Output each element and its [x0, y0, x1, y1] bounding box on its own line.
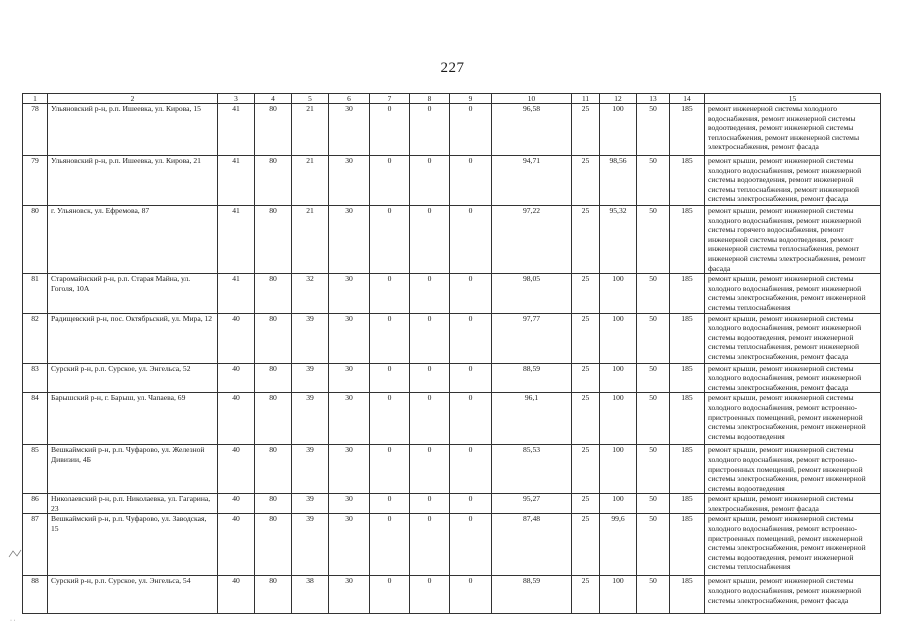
value-cell-col14: 185 [670, 274, 705, 313]
address-cell: Вешкаймский р-н, р.п. Чуфарово, ул. Заводская, 15 [48, 514, 218, 576]
value-cell-col13: 50 [637, 206, 670, 274]
value-cell-col6: 30 [329, 514, 370, 576]
value-cell-col11: 25 [572, 393, 600, 445]
value-cell-col13: 50 [637, 494, 670, 514]
value-cell-col4: 80 [255, 393, 292, 445]
value-cell-col10: 85,53 [492, 445, 572, 494]
value-cell-col4: 80 [255, 494, 292, 514]
value-cell-col11: 25 [572, 156, 600, 206]
column-header: 14 [670, 94, 705, 104]
column-header: 8 [410, 94, 450, 104]
value-cell-col12: 98,56 [600, 156, 637, 206]
value-cell-col13: 50 [637, 445, 670, 494]
row-number-cell: 82 [23, 313, 48, 363]
work-list-cell: ремонт крыши, ремонт инженерной системы холодного водоснабжения, ремонт инженерной системы водоотведения, ремонт инженерной системы теплоснабжения, ремонт инженерной системы электроснабжения, ремонт фасада [705, 313, 881, 363]
value-cell-col9: 0 [450, 104, 492, 156]
row-number-cell: 80 [23, 206, 48, 274]
value-cell-col13: 50 [637, 156, 670, 206]
value-cell-col5: 39 [292, 445, 329, 494]
value-cell-col7: 0 [370, 445, 410, 494]
address-cell: Ульяновский р-н, р.п. Ишеевка, ул. Кирова, 15 [48, 104, 218, 156]
value-cell-col10: 96,58 [492, 104, 572, 156]
value-cell-col10: 88,59 [492, 363, 572, 393]
column-header: 5 [292, 94, 329, 104]
value-cell-col5: 39 [292, 363, 329, 393]
table-row [23, 494, 881, 514]
column-header: 13 [637, 94, 670, 104]
value-cell-col4: 80 [255, 514, 292, 576]
value-cell-col5: 21 [292, 206, 329, 274]
table-body [23, 104, 881, 614]
column-header: 9 [450, 94, 492, 104]
column-header: 15 [705, 94, 881, 104]
value-cell-col6: 30 [329, 363, 370, 393]
value-cell-col9: 0 [450, 156, 492, 206]
value-cell-col10: 97,22 [492, 206, 572, 274]
value-cell-col4: 80 [255, 104, 292, 156]
value-cell-col10: 87,48 [492, 514, 572, 576]
value-cell-col8: 0 [410, 393, 450, 445]
value-cell-col9: 0 [450, 363, 492, 393]
value-cell-col13: 50 [637, 274, 670, 313]
table-row [23, 576, 881, 614]
row-number-cell: 86 [23, 494, 48, 514]
value-cell-col9: 0 [450, 274, 492, 313]
value-cell-col10: 94,71 [492, 156, 572, 206]
address-cell: Сурский р-н, р.п. Сурское, ул. Энгельса, 52 [48, 363, 218, 393]
value-cell-col9: 0 [450, 206, 492, 274]
value-cell-col4: 80 [255, 363, 292, 393]
value-cell-col3: 40 [218, 576, 255, 614]
work-list-cell: ремонт крыши, ремонт инженерной системы холодного водоснабжения, ремонт инженерной системы горячего водоснабжения, ремонт инженерной системы водоотведения, ремонт инженерной системы теплоснабжения, ремонт инженерной системы электроснабжения, ремонт фасада [705, 206, 881, 274]
value-cell-col14: 185 [670, 576, 705, 614]
value-cell-col8: 0 [410, 313, 450, 363]
scan-artifact-icon [8, 548, 22, 560]
value-cell-col10: 88,59 [492, 576, 572, 614]
value-cell-col14: 185 [670, 104, 705, 156]
value-cell-col12: 100 [600, 494, 637, 514]
document-table-container [22, 93, 880, 614]
value-cell-col10: 95,27 [492, 494, 572, 514]
value-cell-col6: 30 [329, 494, 370, 514]
value-cell-col4: 80 [255, 206, 292, 274]
value-cell-col10: 97,77 [492, 313, 572, 363]
value-cell-col8: 0 [410, 104, 450, 156]
value-cell-col12: 95,32 [600, 206, 637, 274]
row-number-cell: 81 [23, 274, 48, 313]
table-row [23, 313, 881, 363]
work-list-cell: ремонт крыши, ремонт инженерной системы электроснабжения, ремонт фасада [705, 494, 881, 514]
value-cell-col14: 185 [670, 514, 705, 576]
table-row [23, 104, 881, 156]
value-cell-col3: 40 [218, 393, 255, 445]
value-cell-col13: 50 [637, 313, 670, 363]
column-header: 7 [370, 94, 410, 104]
work-list-cell: ремонт крыши, ремонт инженерной системы холодного водоснабжения, ремонт инженерной системы водоотведения, ремонт инженерной системы теплоснабжения, ремонт инженерной системы электроснабжения, ремонт фасада [705, 156, 881, 206]
table-row [23, 514, 881, 576]
address-cell: Барышский р-н, г. Барыш, ул. Чапаева, 69 [48, 393, 218, 445]
table-row [23, 393, 881, 445]
program-table [22, 93, 881, 614]
row-number-cell: 78 [23, 104, 48, 156]
value-cell-col8: 0 [410, 445, 450, 494]
value-cell-col13: 50 [637, 104, 670, 156]
value-cell-col6: 30 [329, 156, 370, 206]
table-row [23, 274, 881, 313]
value-cell-col12: 100 [600, 104, 637, 156]
value-cell-col5: 39 [292, 494, 329, 514]
value-cell-col11: 25 [572, 313, 600, 363]
column-header: 12 [600, 94, 637, 104]
table-row [23, 206, 881, 274]
value-cell-col11: 25 [572, 494, 600, 514]
value-cell-col8: 0 [410, 494, 450, 514]
value-cell-col7: 0 [370, 104, 410, 156]
address-cell: Сурский р-н, р.п. Сурское, ул. Энгельса, 54 [48, 576, 218, 614]
value-cell-col14: 185 [670, 445, 705, 494]
address-cell: Николаевский р-н, р.п. Николаевка, ул. Гагарина, 23 [48, 494, 218, 514]
row-number-cell: 83 [23, 363, 48, 393]
row-number-cell: 85 [23, 445, 48, 494]
value-cell-col8: 0 [410, 514, 450, 576]
value-cell-col4: 80 [255, 313, 292, 363]
value-cell-col12: 100 [600, 445, 637, 494]
value-cell-col5: 39 [292, 514, 329, 576]
address-cell: Вешкаймский р-н, р.п. Чуфарово, ул. Железной Дивизии, 4Б [48, 445, 218, 494]
value-cell-col8: 0 [410, 363, 450, 393]
column-header: 3 [218, 94, 255, 104]
column-header: 4 [255, 94, 292, 104]
value-cell-col7: 0 [370, 156, 410, 206]
value-cell-col12: 100 [600, 363, 637, 393]
value-cell-col3: 40 [218, 514, 255, 576]
table-row [23, 445, 881, 494]
value-cell-col13: 50 [637, 393, 670, 445]
value-cell-col3: 40 [218, 494, 255, 514]
value-cell-col8: 0 [410, 156, 450, 206]
value-cell-col14: 185 [670, 393, 705, 445]
value-cell-col6: 30 [329, 274, 370, 313]
row-number-cell: 79 [23, 156, 48, 206]
value-cell-col12: 99,6 [600, 514, 637, 576]
value-cell-col9: 0 [450, 576, 492, 614]
value-cell-col7: 0 [370, 206, 410, 274]
value-cell-col7: 0 [370, 514, 410, 576]
value-cell-col13: 50 [637, 363, 670, 393]
value-cell-col14: 185 [670, 156, 705, 206]
value-cell-col6: 30 [329, 576, 370, 614]
value-cell-col13: 50 [637, 514, 670, 576]
value-cell-col5: 38 [292, 576, 329, 614]
value-cell-col3: 41 [218, 274, 255, 313]
value-cell-col10: 98,05 [492, 274, 572, 313]
value-cell-col11: 25 [572, 274, 600, 313]
value-cell-col3: 40 [218, 445, 255, 494]
column-header: 6 [329, 94, 370, 104]
row-number-cell: 88 [23, 576, 48, 614]
value-cell-col11: 25 [572, 576, 600, 614]
work-list-cell: ремонт крыши, ремонт инженерной системы холодного водоснабжения, ремонт встроенно-пристроенных помещений, ремонт инженерной системы электроснабжения, ремонт инженерной системы водоотведения [705, 445, 881, 494]
value-cell-col6: 30 [329, 206, 370, 274]
column-header: 2 [48, 94, 218, 104]
value-cell-col11: 25 [572, 104, 600, 156]
address-cell: г. Ульяновск, ул. Ефремова, 87 [48, 206, 218, 274]
value-cell-col10: 96,1 [492, 393, 572, 445]
value-cell-col11: 25 [572, 514, 600, 576]
column-header: 10 [492, 94, 572, 104]
table-row [23, 156, 881, 206]
value-cell-col5: 21 [292, 104, 329, 156]
work-list-cell: ремонт крыши, ремонт инженерной системы холодного водоснабжения, ремонт инженерной системы электроснабжения, ремонт фасада [705, 576, 881, 614]
value-cell-col8: 0 [410, 576, 450, 614]
value-cell-col6: 30 [329, 445, 370, 494]
value-cell-col9: 0 [450, 313, 492, 363]
value-cell-col7: 0 [370, 274, 410, 313]
value-cell-col8: 0 [410, 206, 450, 274]
address-cell: Радищевский р-н, пос. Октябрьский, ул. Мира, 12 [48, 313, 218, 363]
value-cell-col14: 185 [670, 206, 705, 274]
row-number-cell: 87 [23, 514, 48, 576]
value-cell-col7: 0 [370, 313, 410, 363]
value-cell-col11: 25 [572, 363, 600, 393]
work-list-cell: ремонт крыши, ремонт инженерной системы холодного водоснабжения, ремонт инженерной системы электроснабжения, ремонт фасада [705, 363, 881, 393]
value-cell-col4: 80 [255, 576, 292, 614]
value-cell-col13: 50 [637, 576, 670, 614]
column-header: 1 [23, 94, 48, 104]
value-cell-col4: 80 [255, 445, 292, 494]
table-row [23, 363, 881, 393]
value-cell-col3: 41 [218, 206, 255, 274]
header-row [23, 94, 881, 104]
value-cell-col11: 25 [572, 445, 600, 494]
value-cell-col12: 100 [600, 576, 637, 614]
value-cell-col3: 41 [218, 156, 255, 206]
value-cell-col3: 40 [218, 313, 255, 363]
row-number-cell: 84 [23, 393, 48, 445]
value-cell-col9: 0 [450, 445, 492, 494]
value-cell-col3: 40 [218, 363, 255, 393]
work-list-cell: ремонт крыши, ремонт инженерной системы холодного водоснабжения, ремонт инженерной системы электроснабжения, ремонт инженерной системы теплоснабжения [705, 274, 881, 313]
value-cell-col12: 100 [600, 393, 637, 445]
work-list-cell: ремонт крыши, ремонт инженерной системы холодного водоснабжения, ремонт встроенно-пристроенных помещений, ремонт инженерной системы электроснабжения, ремонт инженерной системы водоотведения [705, 393, 881, 445]
column-header: 11 [572, 94, 600, 104]
value-cell-col8: 0 [410, 274, 450, 313]
value-cell-col9: 0 [450, 393, 492, 445]
value-cell-col5: 39 [292, 393, 329, 445]
value-cell-col9: 0 [450, 514, 492, 576]
value-cell-col14: 185 [670, 313, 705, 363]
value-cell-col7: 0 [370, 494, 410, 514]
value-cell-col9: 0 [450, 494, 492, 514]
value-cell-col14: 185 [670, 494, 705, 514]
work-list-cell: ремонт крыши, ремонт инженерной системы холодного водоснабжения, ремонт встроенно-пристроенных помещений, ремонт инженерной системы электроснабжения, ремонт инженерной системы водоотведения, ремонт инженерной системы теплоснабжения [705, 514, 881, 576]
address-cell: Ульяновский р-н, р.п. Ишеевка, ул. Кирова, 21 [48, 156, 218, 206]
value-cell-col7: 0 [370, 363, 410, 393]
value-cell-col5: 32 [292, 274, 329, 313]
value-cell-col12: 100 [600, 313, 637, 363]
address-cell: Старомайнский р-н, р.п. Старая Майна, ул. Гоголя, 10А [48, 274, 218, 313]
value-cell-col6: 30 [329, 104, 370, 156]
scan-artifact-dots: · · [10, 618, 16, 624]
value-cell-col12: 100 [600, 274, 637, 313]
value-cell-col5: 21 [292, 156, 329, 206]
value-cell-col11: 25 [572, 206, 600, 274]
value-cell-col7: 0 [370, 393, 410, 445]
work-list-cell: ремонт инженерной системы холодного водоснабжения, ремонт инженерной системы водоотведения, ремонт инженерной системы теплоснабжения, ремонт инженерной системы электроснабжения, ремонт фасада [705, 104, 881, 156]
value-cell-col6: 30 [329, 393, 370, 445]
page-number: 227 [440, 60, 465, 76]
value-cell-col14: 185 [670, 363, 705, 393]
value-cell-col3: 41 [218, 104, 255, 156]
value-cell-col6: 30 [329, 313, 370, 363]
value-cell-col5: 39 [292, 313, 329, 363]
value-cell-col4: 80 [255, 156, 292, 206]
value-cell-col4: 80 [255, 274, 292, 313]
value-cell-col7: 0 [370, 576, 410, 614]
